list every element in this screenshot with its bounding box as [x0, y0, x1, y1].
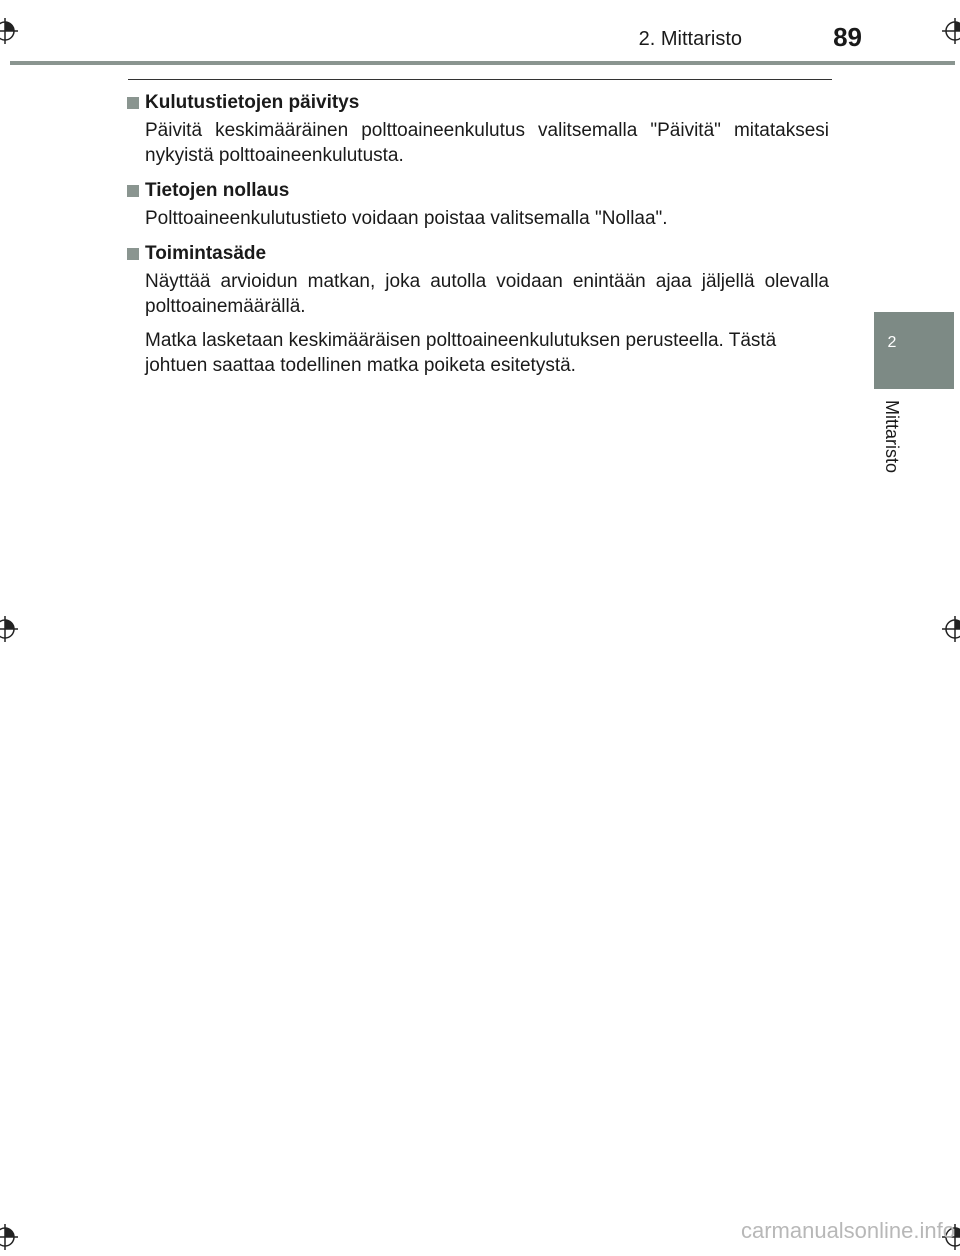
header-rule — [10, 61, 955, 65]
section-heading-text: Tietojen nollaus — [145, 180, 290, 201]
crop-mark-icon — [942, 616, 960, 642]
section-heading-text: Toimintasäde — [145, 243, 267, 264]
header-section-title: 2. Mittaristo — [638, 28, 742, 50]
page-content — [127, 90, 829, 388]
section-toimintasade — [127, 241, 829, 378]
content-top-rule — [128, 79, 832, 80]
section-kulutustietojen-paivitys — [127, 90, 829, 168]
section-paragraph: Päivitä keskimääräinen polttoaineenkulutus valitsemalla "Päivitä" mitataksesi nykyistä polttoaineenkulutusta. — [145, 120, 829, 166]
crop-mark-icon — [0, 18, 18, 44]
crop-mark-icon — [0, 616, 18, 642]
section-paragraph: Matka lasketaan keskimääräisen polttoaineenkulutuksen perusteella. Tästä johtuen saattaa todellinen matka poiketa esitetystä. — [145, 330, 777, 376]
section-paragraph: Polttoaineenkulutustieto voidaan poistaa valitsemalla "Nollaa". — [145, 208, 668, 229]
square-bullet-icon — [127, 97, 139, 109]
page-number: 89 — [833, 22, 862, 52]
square-bullet-icon — [127, 248, 139, 260]
chapter-tab-number: 2 — [887, 334, 897, 351]
footer-watermark[interactable]: carmanualsonline.info — [740, 1218, 955, 1243]
chapter-side-label — [880, 400, 904, 490]
section-tietojen-nollaus — [127, 178, 829, 231]
chapter-side-label-text: Mittaristo — [882, 400, 902, 474]
section-paragraph: Näyttää arvioidun matkan, joka autolla voidaan enintään ajaa jäljellä olevalla polttoainemäärällä. — [145, 271, 829, 317]
section-heading — [127, 90, 829, 115]
square-bullet-icon — [127, 185, 139, 197]
section-heading-text: Kulutustietojen päivitys — [145, 92, 360, 113]
section-heading — [127, 178, 829, 203]
crop-mark-icon — [0, 1224, 18, 1250]
crop-mark-icon — [942, 18, 960, 44]
section-heading — [127, 241, 829, 266]
